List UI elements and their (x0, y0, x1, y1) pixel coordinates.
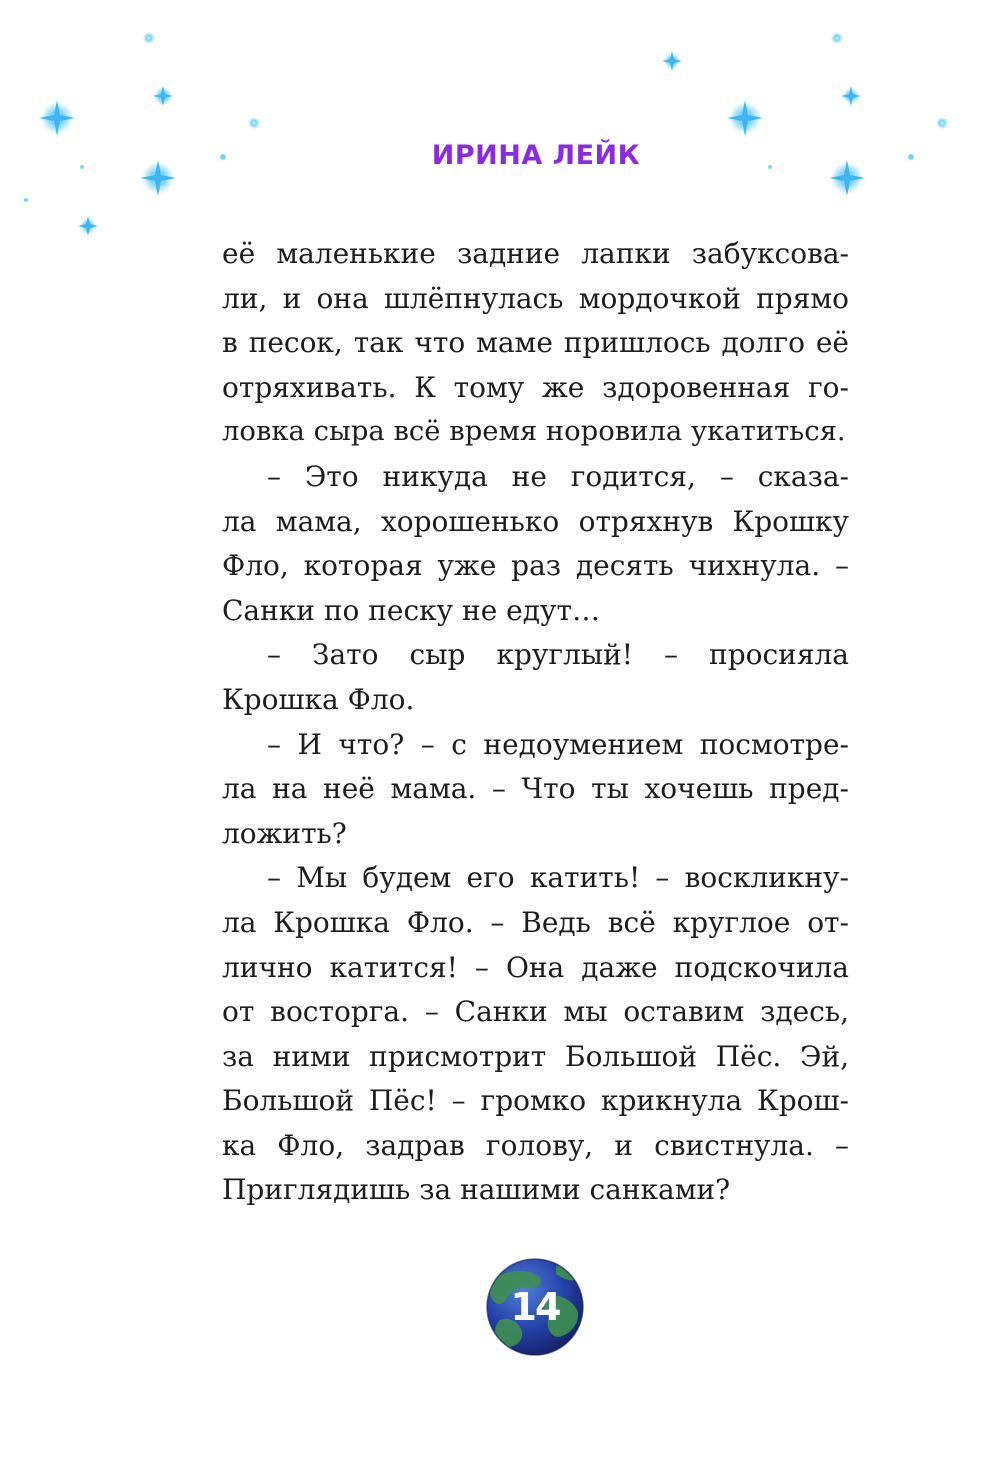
text-line: от восторга. – Санки мы оставим здесь, (222, 995, 849, 1029)
sparkle-star-icon (78, 216, 98, 236)
glowing-dot-icon (24, 198, 28, 202)
text-line: отряхивать. К тому же здоровенная го- (222, 370, 849, 404)
text-line: Крошка Фло. (222, 682, 415, 716)
author-name: ИРИНА ЛЕЙК (431, 140, 641, 171)
glowing-dot-icon (143, 32, 155, 44)
text-line: ложить? (222, 816, 347, 850)
paragraph (222, 455, 849, 633)
text-line: её маленькие задние лапки забуксова- (222, 237, 849, 270)
glowing-dot-icon (248, 117, 260, 129)
body-text (222, 232, 849, 1213)
sparkle-star-icon (39, 100, 75, 136)
text-line: ла на неё мама. – Что ты хочешь пред- (222, 772, 849, 806)
text-line: лично катится! – Она даже подскочила (222, 950, 849, 984)
text-line: ли, и она шлёпнулась мордочкой прямо (222, 281, 849, 315)
paragraph (222, 633, 849, 722)
sparkle-star-icon (841, 86, 861, 106)
running-header (0, 140, 1000, 171)
starry-sky-decoration (0, 0, 1000, 260)
text-line: ка Фло, задрав голову, и свистнула. – (222, 1128, 849, 1162)
page-number: 14 (510, 1285, 560, 1329)
sparkle-star-icon (662, 51, 682, 71)
page-number-badge (486, 1258, 584, 1356)
sparkle-star-icon (153, 86, 173, 106)
text-line: – Мы будем его катить! – воскликну- (267, 861, 849, 895)
text-line: – И что? – с недоумением посмотре- (267, 727, 849, 761)
text-line: Фло, которая уже раз десять чихнула. – (222, 549, 849, 583)
paragraph (222, 856, 849, 1213)
text-line: ла Крошка Фло. – Ведь всё круглое от- (222, 905, 849, 939)
text-line: – Это никуда не годится, – сказа- (267, 459, 849, 493)
text-line: Большой Пёс! – громко крикнула Крош- (222, 1084, 849, 1118)
text-line: за ними присмотрит Большой Пёс. Эй, (222, 1039, 849, 1073)
sparkle-star-icon (727, 100, 763, 136)
paragraph (222, 232, 849, 455)
text-line: – Зато сыр круглый! – просияла (267, 638, 849, 672)
text-line: Приглядишь за нашими санками? (222, 1173, 731, 1207)
text-line: ла мама, хорошенько отряхнув Крошку (222, 504, 849, 538)
paragraph (222, 723, 849, 857)
glowing-dot-icon (936, 117, 948, 129)
text-line: ловка сыра всё время норовила укатиться. (222, 416, 846, 448)
glowing-dot-icon (831, 32, 843, 44)
text-line: Санки по песку не едут… (222, 593, 600, 627)
text-line: в песок, так что маме пришлось долго её (222, 326, 849, 360)
